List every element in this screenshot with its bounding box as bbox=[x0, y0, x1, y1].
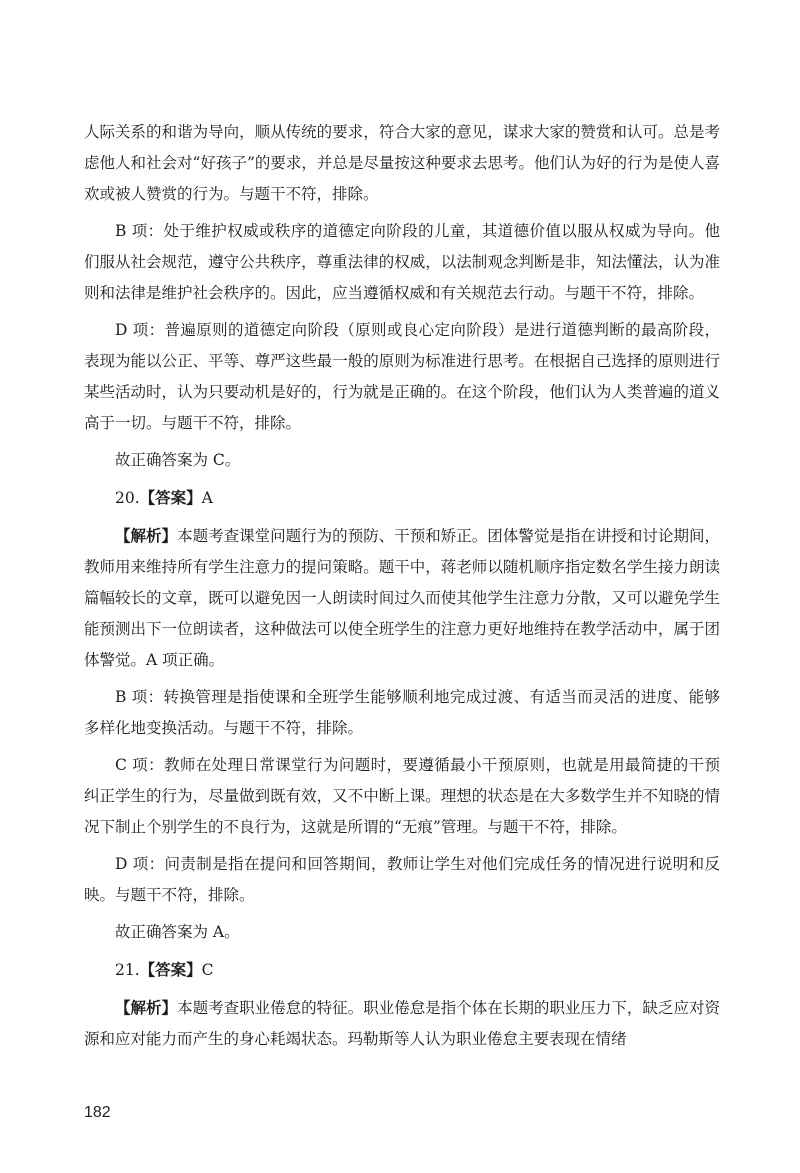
analysis-label: 【解析】 bbox=[115, 526, 178, 545]
paragraph-option-b: B 项：转换管理是指使课和全班学生能够顺利地完成过渡、有适当而灵活的进度、能够多样化地变换活动。与题干不符，排除。 bbox=[84, 688, 720, 737]
paragraph-correct-answer: 故正确答案为 A。 bbox=[115, 923, 240, 941]
page-content bbox=[84, 117, 720, 1061]
paragraph-option-b: B 项：处于维护权威或秩序的道德定向阶段的儿童，其道德价值以服从权威为导向。他们服从社会规范，遵守公共秩序，尊重法律的权威，以法制观念判断是非，知法懂法，认为准则和法律是维护社会秩序的。因此，应当遵循权威和有关规范去行动。与题干不符，排除。 bbox=[84, 222, 720, 302]
analysis-label: 【解析】 bbox=[115, 998, 178, 1017]
paragraph-correct-answer: 故正确答案为 C。 bbox=[115, 451, 241, 469]
analysis-text: 本题考查课堂问题行为的预防、干预和矫正。团体警觉是指在讲授和讨论期间，教师用来维持所有学生注意力的提问策略。题干中，蒋老师以随机顺序指定数名学生接力朗读篇幅较长的文章，既可以避免因一人朗读时间过久而使其他学生注意力分散，又可以避免学生能预测出下一位朗读者，这种做法可以使全班学生的注意力更好地维持在教学活动中，属于团体警觉。A 项正确。 bbox=[84, 527, 720, 669]
answer-line-20 bbox=[84, 482, 720, 514]
analysis-paragraph-21 bbox=[84, 992, 720, 1055]
paragraph-option-d: D 项：问责制是指在提问和回答期间，教师让学生对他们完成任务的情况进行说明和反映。与题干不符，排除。 bbox=[84, 855, 720, 904]
analysis-text: 本题考查职业倦怠的特征。职业倦怠是指个体在长期的职业压力下，缺乏应对资源和应对能力而产生的身心耗竭状态。玛勒斯等人认为职业倦怠主要表现在情绪 bbox=[84, 999, 720, 1048]
answer-label: 【答案】 bbox=[139, 488, 202, 507]
paragraph-continuation: 人际关系的和谐为导向，顺从传统的要求，符合大家的意见，谋求大家的赞赏和认可。总是考虑他人和社会对“好孩子”的要求，并总是尽量按这种要求去思考。他们认为好的行为是使人喜欢或被人赞赏的行为。与题干不符，排除。 bbox=[84, 123, 720, 203]
paragraph-option-d: D 项：普遍原则的道德定向阶段（原则或良心定向阶段）是进行道德判断的最高阶段，表现为能以公正、平等、尊严这些最一般的原则为标准进行思考。在根据自己选择的原则进行某些活动时，认为只要动机是好的，行为就是正确的。在这个阶段，他们认为人类普遍的道义高于一切。与题干不符，排除。 bbox=[84, 321, 720, 432]
answer-value: A bbox=[201, 489, 213, 507]
question-number: 20. bbox=[115, 489, 140, 507]
paragraph-option-c: C 项：教师在处理日常课堂行为问题时，要遵循最小干预原则，也就是用最简捷的干预纠正学生的行为，尽量做到既有效，又不中断上课。理想的状态是在大多数学生并不知晓的情况下制止个别学生的不良行为，这就是所谓的“无痕”管理。与题干不符，排除。 bbox=[84, 756, 720, 836]
analysis-paragraph-20 bbox=[84, 520, 720, 676]
answer-value: C bbox=[201, 961, 214, 979]
page-number: 182 bbox=[84, 1104, 111, 1121]
answer-label: 【答案】 bbox=[139, 960, 202, 979]
question-number: 21. bbox=[115, 961, 140, 979]
answer-line-21 bbox=[84, 954, 720, 986]
